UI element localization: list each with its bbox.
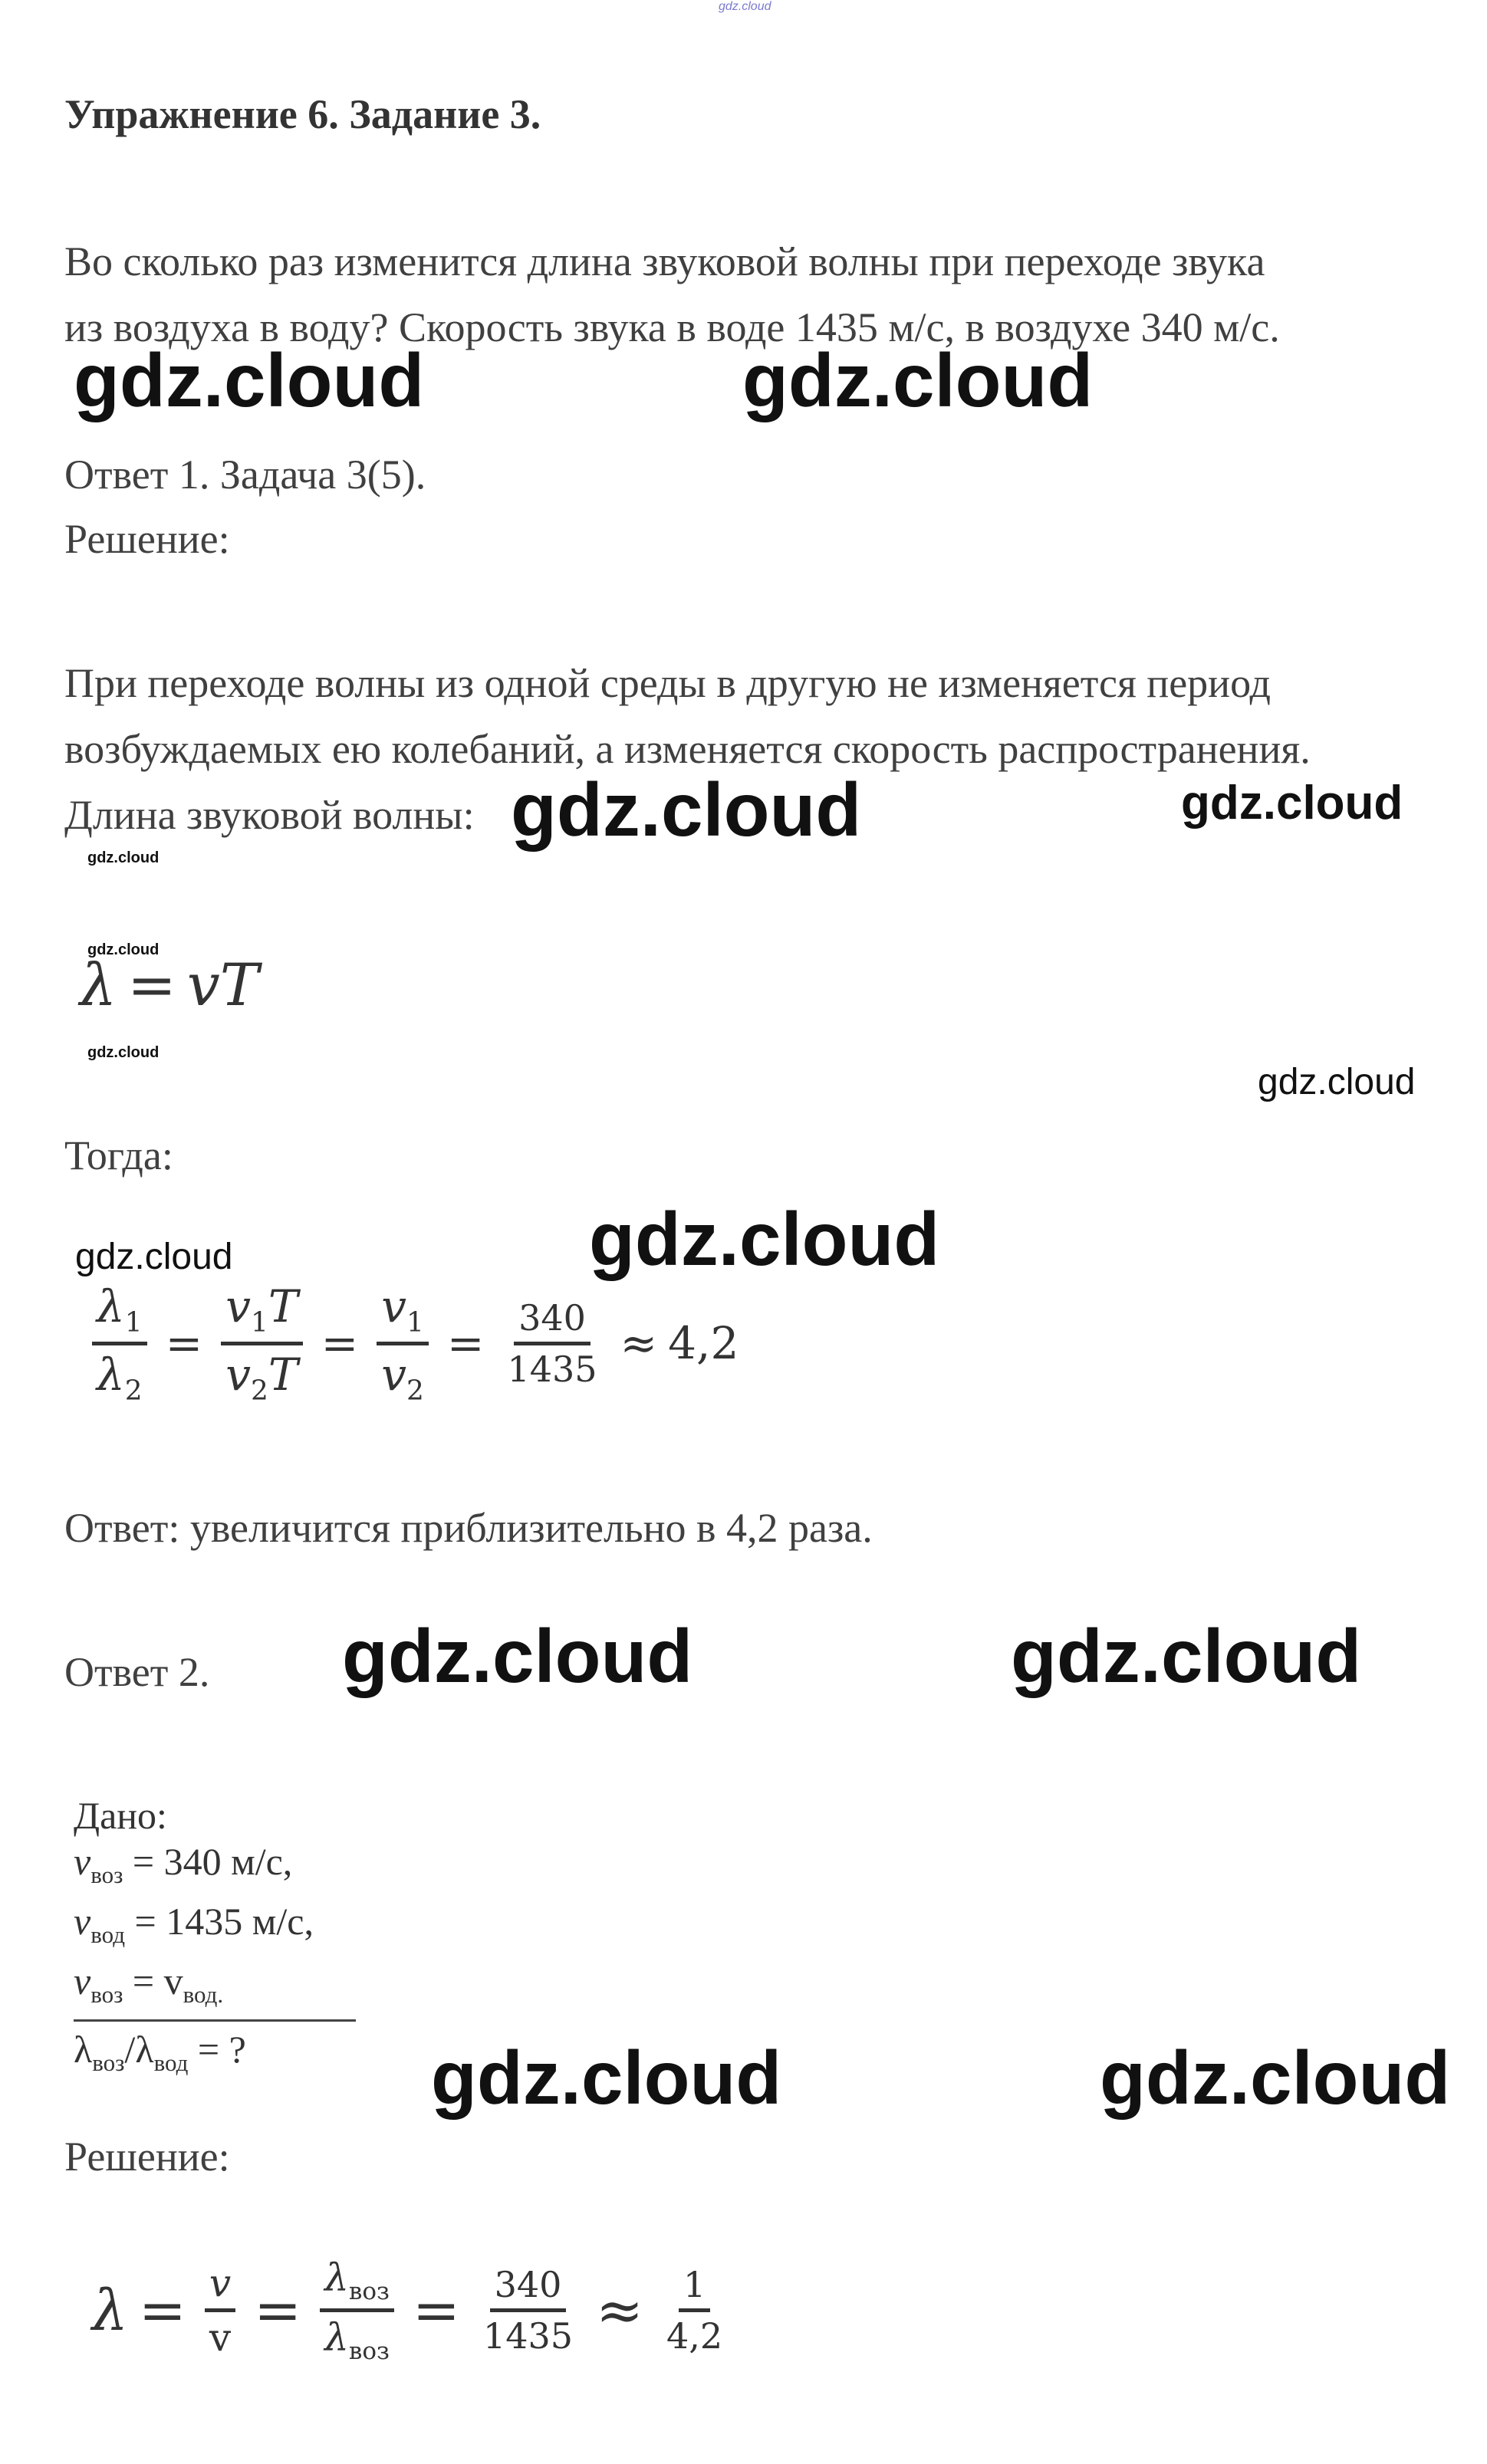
- fraction: $\frac{340}{1435}$: [507, 1296, 597, 1390]
- fraction: $\frac{\lambda_1}{\lambda_2}$: [92, 1280, 147, 1406]
- answer1-solution-label: Решение:: [64, 516, 230, 562]
- watermark: gdz.cloud: [1011, 1614, 1362, 1698]
- fraction: $\frac{\lambda_{воз}}{\lambda_{воз}}$: [320, 2255, 394, 2365]
- answer1-text-line-1: При переходе волны из одной среды в другую не изменяется период: [64, 660, 1271, 706]
- answer1-text-line-3: Длина звуковой волны:: [64, 792, 475, 838]
- watermark: gdz.cloud: [1181, 777, 1403, 830]
- watermark: gdz.cloud: [742, 338, 1094, 422]
- formula-symbol: λ: [80, 951, 117, 1019]
- watermark-top: gdz.cloud: [719, 0, 771, 13]
- answer1-then-label: Тогда:: [64, 1132, 173, 1178]
- watermark-small: gdz.cloud: [87, 849, 160, 866]
- watermark: gdz.cloud: [1258, 1062, 1416, 1102]
- answer1-conclusion: Ответ: увеличится приблизительно в 4,2 раза.: [64, 1505, 873, 1551]
- fraction: $\frac{1}{4,2}$: [666, 2264, 723, 2357]
- formula-ratio: $\frac{\lambda_1}{\lambda_2}$ = $\frac{v_1T}{v_2T}$ = $\frac{v_1}{v_2}$ = $\frac{340}{1435}$ ≈ 4,2: [84, 1280, 739, 1406]
- given-divider: [74, 2019, 356, 2022]
- exercise-title: Упражнение 6. Задание 3.: [64, 91, 541, 137]
- given-label: Дано:: [74, 1794, 167, 1837]
- fraction: $\frac{v_1}{v_2}$: [377, 1280, 429, 1406]
- watermark: gdz.cloud: [1100, 2035, 1451, 2120]
- answer2-solution-label: Решение:: [64, 2134, 230, 2180]
- formula-answer2: λ = $\frac{v}{v}$ = $\frac{\lambda_{воз}}{\lambda_{воз}}$ = $\frac{340}{1435}$ ≈ $\frac{1}{4,2}$: [92, 2255, 735, 2365]
- fraction: $\frac{340}{1435}$: [482, 2264, 574, 2357]
- watermark: gdz.cloud: [511, 767, 862, 852]
- answer2-header: Ответ 2.: [64, 1649, 210, 1695]
- formula-operator: =: [127, 951, 176, 1019]
- given-row: $v_{воз} = 340$ м/с,: [74, 1840, 293, 1888]
- answer1-text-line-2: возбуждаемых ею колебаний, а изменяется скорость распространения.: [64, 726, 1311, 772]
- watermark: gdz.cloud: [75, 1237, 233, 1277]
- question-line-1: Во сколько раз изменится длина звуковой волны при переходе звука: [64, 238, 1265, 284]
- watermark: gdz.cloud: [74, 338, 425, 422]
- watermark: gdz.cloud: [342, 1614, 693, 1698]
- watermark: gdz.cloud: [589, 1197, 940, 1281]
- given-row: $\lambda_{воз}/\lambda_{вод}$ = ?: [74, 2028, 246, 2076]
- watermark-small: gdz.cloud: [87, 941, 160, 958]
- watermark: gdz.cloud: [431, 2035, 782, 2120]
- watermark-small: gdz.cloud: [87, 1044, 160, 1061]
- given-row: $v_{воз} = v_{вод.}$: [74, 1960, 224, 2008]
- given-block: [74, 1792, 356, 2086]
- formula-symbol: vT: [186, 951, 259, 1019]
- question-line-2: из воздуха в воду? Скорость звука в воде 1435 м/с, в воздухе 340 м/с.: [64, 304, 1280, 350]
- fraction: $\frac{v_1T}{v_2T}$: [221, 1280, 302, 1406]
- given-row: $v_{вод} = 1435$ м/с,: [74, 1900, 314, 1948]
- formula-wavelength: [80, 951, 259, 1019]
- fraction: $\frac{v}{v}$: [205, 2261, 235, 2360]
- answer1-header: Ответ 1. Задача 3(5).: [64, 452, 426, 498]
